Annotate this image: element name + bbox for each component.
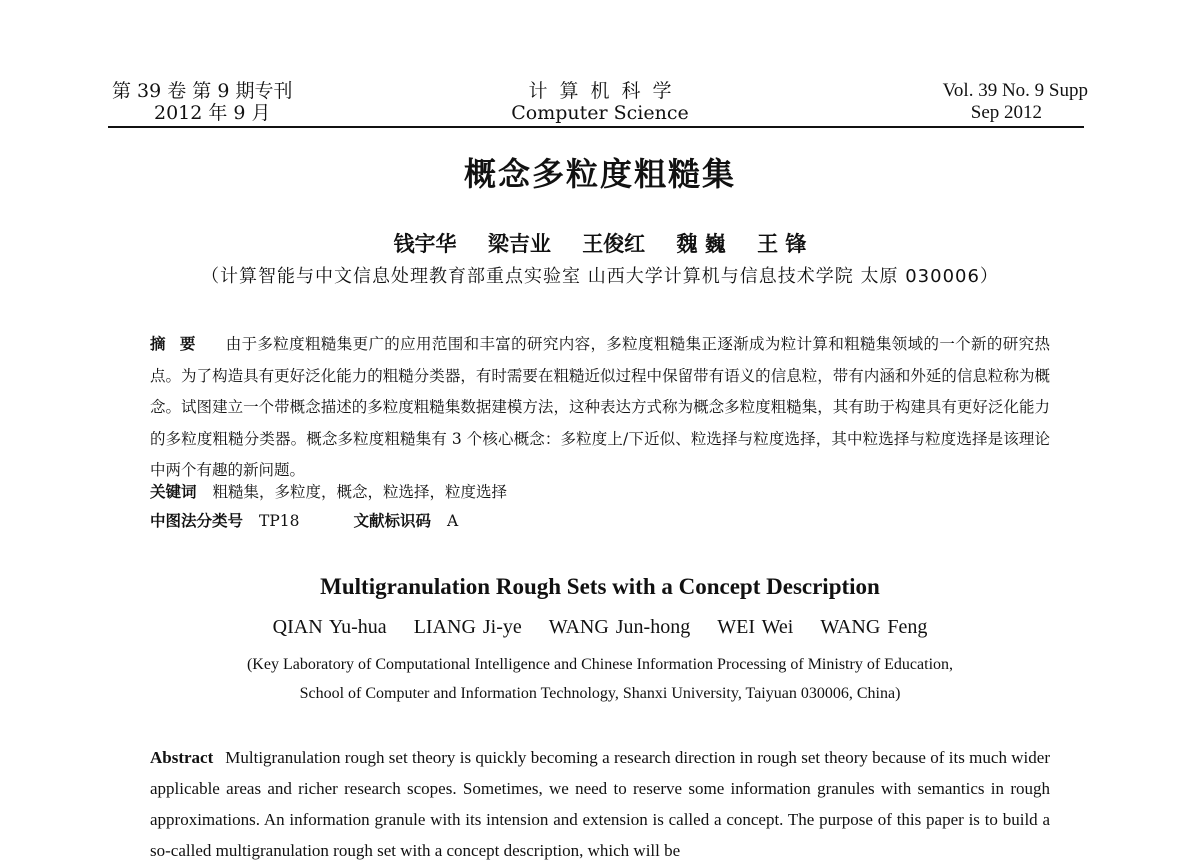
- classification-cn: [150, 509, 1050, 533]
- clc-label: 中图法分类号: [150, 511, 244, 530]
- author-en: QIAN Yu-hua: [272, 616, 387, 638]
- issue-info: [112, 80, 372, 124]
- author-en: LIANG Ji-ye: [413, 616, 522, 638]
- abstract-en-label: Abstract: [150, 748, 214, 767]
- abstract-en-text: Multigranulation rough set theory is quickly becoming a research direction in rough set theory because of its much wider applicable areas and richer research scopes. Sometimes, we need to reserve some information granules with semantics in rough approximations. An information granule with its intension and extension is called a concept. The purpose of this paper is to build a so-called multigranulation rough set with a concept description, which will be: [150, 748, 1050, 860]
- header-rule: [108, 126, 1084, 128]
- paper-title-en: Multigranulation Rough Sets with a Concept Description: [320, 574, 880, 599]
- affiliation-en-line: School of Computer and Information Technology, Shanxi University, Taiyuan 030006, China): [299, 685, 901, 702]
- journal-name: [460, 80, 740, 124]
- author-cn: 魏 巍: [676, 232, 726, 256]
- author-en: WANG Jun-hong: [548, 616, 691, 638]
- issue-info-en: [828, 80, 1088, 124]
- author-en: WEI Wei: [717, 616, 794, 638]
- journal-name-en: Computer Science: [511, 102, 689, 124]
- journal-name-cn: 计算机科学: [528, 80, 684, 102]
- abstract-cn: [150, 328, 1050, 487]
- affiliation-cn: （计算智能与中文信息处理教育部重点实验室 山西大学计算机与信息技术学院 太原 030006）: [201, 266, 999, 287]
- keywords-cn-label: 关键词: [150, 482, 197, 501]
- author-cn: 钱宇华: [393, 232, 457, 256]
- issue-date-en: Sep 2012: [970, 102, 1042, 123]
- author-cn: 梁吉业: [487, 232, 551, 256]
- clc-value: TP18: [259, 512, 300, 530]
- authors-cn: [0, 228, 1200, 258]
- doc-code-label: 文献标识码: [353, 511, 432, 530]
- abstract-cn-label: 摘要: [150, 334, 210, 353]
- keywords-cn: [150, 480, 1050, 504]
- author-cn: 王 锋: [757, 232, 807, 256]
- authors-en: [0, 616, 1200, 639]
- doc-code-value: A: [447, 512, 459, 530]
- affiliation-en-line: (Key Laboratory of Computational Intelligence and Chinese Information Processing of Ministry of Education,: [246, 656, 954, 673]
- volume-issue-en: Vol. 39 No. 9 Supp: [942, 80, 1088, 101]
- abstract-en: [150, 742, 1050, 866]
- affiliation-en: [0, 650, 1200, 708]
- issue-date: 2012 年 9 月: [154, 102, 271, 124]
- paper-title-cn: 概念多粒度粗糙集: [463, 155, 736, 193]
- keywords-cn-text: 粗糙集，多粒度，概念，粒选择，粒度选择: [212, 483, 508, 501]
- author-cn: 王俊红: [582, 232, 646, 256]
- volume-issue: 第 39 卷 第 9 期专刊: [112, 80, 293, 102]
- author-en: WANG Feng: [820, 616, 928, 638]
- abstract-cn-text: 由于多粒度粗糙集更广的应用范围和丰富的研究内容，多粒度粗糙集正逐渐成为粒计算和粗糙集领域的一个新的研究热点。为了构造具有更好泛化能力的粗糙分类器，有时需要在粗糙近似过程中保留带有语义的信息粒，带有内涵和外延的信息粒称为概念。试图建立一个带概念描述的多粒度粗糙集数据建模方法，这种表达方式称为概念多粒度粗糙集，其有助于构建具有更好泛化能力的多粒度粗糙分类器。概念多粒度粗糙集有 3 个核心概念：多粒度上/下近似、粒选择与粒度选择，其中粒选择与粒度选择是该理论中两个有趣的新问题。: [150, 335, 1050, 479]
